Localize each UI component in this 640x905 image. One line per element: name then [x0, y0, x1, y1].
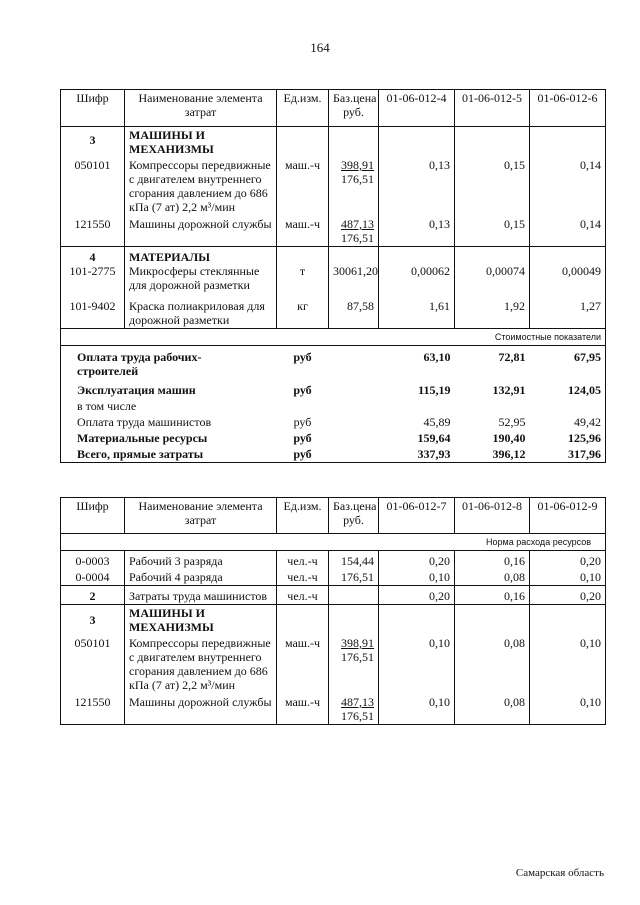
name-cell: Затраты труда машинистов	[125, 586, 277, 605]
name-cell: Компрессоры передвижные с двигателем внутреннего сгорания давлением до 686 кПа (7 ат) 2,2 м³/мин	[125, 635, 277, 693]
page-number: 164	[310, 40, 330, 55]
summary-value: 124,05	[530, 379, 606, 398]
summary-value: 52,95	[498, 415, 526, 429]
price-cell: 87,58	[329, 293, 379, 329]
name-cell: Компрессоры передвижные с двигателем внутреннего сгорания давлением до 686 кПа (7 ат) 2,2 м³/мин	[125, 157, 277, 215]
code-cell: 121550	[61, 215, 125, 247]
unit-cell: чел.-ч	[277, 586, 329, 605]
summary-name: Эксплуатация машин	[61, 379, 277, 398]
price-cell	[329, 157, 379, 215]
unit-cell: чел.-ч	[277, 569, 329, 586]
section-number-value: 4	[89, 250, 96, 264]
value-cell: 0,16	[455, 551, 530, 570]
header-cell: Шифр	[61, 90, 125, 127]
summary-row	[61, 414, 606, 430]
summary-row	[61, 446, 606, 463]
band-label: Стоимостные показатели	[61, 329, 606, 346]
summary-value: 72,81	[498, 350, 526, 364]
section-title: МАШИНЫ И МЕХАНИЗМЫ	[125, 605, 277, 636]
value-cell: 0,10	[379, 569, 455, 586]
header-cell: Ед.изм.	[277, 90, 329, 127]
value-cell: 0,14	[530, 157, 606, 215]
wage-rate: 176,51	[341, 231, 374, 245]
section-row	[61, 127, 606, 158]
unit-cell: маш.-ч	[277, 215, 329, 247]
header-cell: 01-06-012-7	[379, 498, 455, 534]
header-cell: 01-06-012-4	[379, 90, 455, 127]
value-cell: 0,20	[530, 586, 606, 605]
price-value: 487,13	[341, 695, 374, 709]
summary-value: 115,19	[418, 383, 451, 397]
value-cell	[455, 247, 530, 294]
value-cell: 0,10	[379, 693, 455, 725]
name-cell: Машины дорожной службы	[125, 215, 277, 247]
header-cell: Баз.цена руб.	[329, 498, 379, 534]
summary-unit: руб	[293, 350, 312, 364]
band-row	[61, 329, 606, 346]
section-number	[61, 247, 125, 294]
value-cell	[530, 247, 606, 294]
code-cell: 050101	[61, 635, 125, 693]
summary-value: 63,10	[423, 350, 451, 364]
summary-row	[61, 346, 606, 380]
price-value: 398,91	[341, 158, 374, 172]
value-cell: 0,08	[455, 693, 530, 725]
header-cell: Наименование элемента затрат	[125, 498, 277, 534]
section-row	[61, 247, 606, 294]
section-row	[61, 586, 606, 605]
header-cell: Ед.изм.	[277, 498, 329, 534]
summary-unit: руб	[293, 415, 312, 429]
summary-value: 132,91	[492, 383, 526, 397]
value-cell: 0,10	[379, 635, 455, 693]
code-value: 101-2775	[69, 264, 116, 278]
table-row	[61, 635, 606, 693]
summary-row	[61, 398, 606, 414]
wage-rate: 176,51	[341, 650, 374, 664]
name-cell: Рабочий 3 разряда	[125, 551, 277, 570]
summary-unit: руб	[293, 431, 312, 445]
value-cell	[379, 247, 455, 294]
unit-cell	[277, 247, 329, 294]
name-cell: Краска полиакриловая для дорожной разметки	[125, 293, 277, 329]
summary-value: 190,40	[492, 431, 526, 445]
section-number: 2	[61, 586, 125, 605]
price-value: 398,91	[341, 636, 374, 650]
table-header	[61, 90, 606, 127]
header-cell: 01-06-012-6	[530, 90, 606, 127]
code-cell: 0-0003	[61, 551, 125, 570]
name-value: Микросферы стеклянные для дорожной разметки	[129, 264, 260, 292]
summary-value: 396,12	[455, 446, 530, 463]
unit-cell: маш.-ч	[277, 635, 329, 693]
table-row	[61, 215, 606, 247]
section-title: МАШИНЫ И МЕХАНИЗМЫ	[125, 127, 277, 158]
summary-unit: руб	[277, 446, 329, 463]
code-cell: 101-9402	[61, 293, 125, 329]
table-row	[61, 293, 606, 329]
summary-value: 317,96	[530, 446, 606, 463]
header-cell: Шифр	[61, 498, 125, 534]
table-row	[61, 157, 606, 215]
value-cell: 0,10	[530, 693, 606, 725]
code-cell: 050101	[61, 157, 125, 215]
value-cell: 0,13	[379, 215, 455, 247]
name-cell: Машины дорожной службы	[125, 693, 277, 725]
summary-value: 159,64	[417, 431, 451, 445]
name-cell	[125, 247, 277, 294]
unit-cell: чел.-ч	[277, 551, 329, 570]
price-value: 487,13	[341, 217, 374, 231]
price-value: 30061,20	[333, 264, 378, 278]
code-cell: 0-0004	[61, 569, 125, 586]
summary-value: 67,95	[530, 346, 606, 380]
unit-cell: маш.-ч	[277, 693, 329, 725]
header-cell: Наименование элемента затрат	[125, 90, 277, 127]
section-title: МАТЕРИАЛЫ	[129, 250, 210, 264]
price-cell: 176,51	[329, 569, 379, 586]
summary-name: Оплата труда машинистов	[61, 414, 277, 430]
name-cell: Рабочий 4 разряда	[125, 569, 277, 586]
summary-name: Оплата труда рабочих-строителей	[61, 346, 277, 380]
footer-region: Самарская область	[515, 867, 604, 879]
wage-rate: 176,51	[341, 709, 374, 723]
resource-table-1	[60, 89, 606, 463]
table-row	[61, 569, 606, 586]
price-cell	[329, 215, 379, 247]
summary-name: Всего, прямые затраты	[61, 446, 277, 463]
summary-name: Материальные ресурсы	[61, 430, 277, 446]
header-cell: 01-06-012-5	[455, 90, 530, 127]
price-cell	[329, 635, 379, 693]
value: 0,00074	[486, 264, 525, 278]
table-row	[61, 693, 606, 725]
summary-value: 49,42	[530, 414, 606, 430]
summary-value: 125,96	[530, 430, 606, 446]
table-header	[61, 498, 606, 534]
price-cell	[329, 247, 379, 294]
value-cell: 0,20	[530, 551, 606, 570]
value-cell: 0,10	[530, 569, 606, 586]
price-cell: 154,44	[329, 551, 379, 570]
value-cell: 0,20	[379, 586, 455, 605]
unit-value: т	[299, 264, 306, 278]
summary-unit: руб	[293, 383, 312, 397]
table-row	[61, 551, 606, 570]
value-cell: 0,15	[455, 215, 530, 247]
value-cell: 1,92	[455, 293, 530, 329]
value-cell: 1,27	[530, 293, 606, 329]
summary-row	[61, 430, 606, 446]
value-cell: 0,08	[455, 569, 530, 586]
value-cell: 0,20	[379, 551, 455, 570]
wage-rate: 176,51	[341, 172, 374, 186]
section-number: 3	[61, 127, 125, 158]
value-cell: 0,15	[455, 157, 530, 215]
value-cell: 0,10	[530, 635, 606, 693]
header-cell: 01-06-012-8	[455, 498, 530, 534]
header-cell: 01-06-012-9	[530, 498, 606, 534]
band-row	[61, 534, 606, 551]
unit-cell: маш.-ч	[277, 157, 329, 215]
code-cell: 121550	[61, 693, 125, 725]
summary-value: 45,89	[423, 415, 451, 429]
section-number: 3	[61, 605, 125, 636]
value-cell: 0,14	[530, 215, 606, 247]
summary-row	[61, 379, 606, 398]
summary-note: в том числе	[61, 398, 606, 414]
section-row	[61, 605, 606, 636]
price-cell	[329, 693, 379, 725]
header-cell: Баз.цена руб.	[329, 90, 379, 127]
value: 0,00062	[411, 264, 450, 278]
resource-table-2	[60, 497, 606, 725]
value: 0,00049	[562, 264, 601, 278]
value-cell: 0,13	[379, 157, 455, 215]
value-cell: 1,61	[379, 293, 455, 329]
band-label: Норма расхода ресурсов	[61, 534, 606, 551]
unit-cell: кг	[277, 293, 329, 329]
value-cell: 0,16	[455, 586, 530, 605]
summary-value: 337,93	[379, 446, 455, 463]
value-cell: 0,08	[455, 635, 530, 693]
